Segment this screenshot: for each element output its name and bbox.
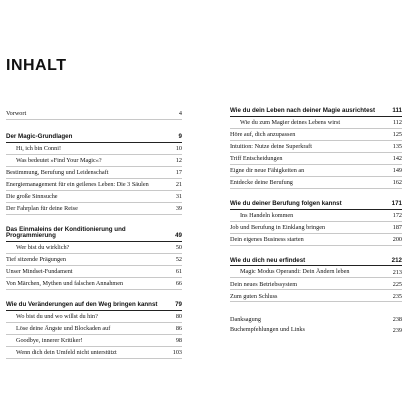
toc-entry-title: Vorwort	[6, 110, 27, 118]
toc-entry[interactable]	[6, 335, 182, 347]
toc-entry-title: Entdecke deine Berufung	[230, 178, 293, 186]
toc-entry[interactable]	[230, 129, 402, 141]
toc-entry-title: Job und Berufung in Einklang bringen	[230, 223, 326, 231]
toc-section-page: 49	[175, 232, 182, 240]
toc-section-title: Das Einmaleins der Konditionierung und Programmierung	[6, 225, 126, 240]
toc-entry-page: 39	[175, 205, 182, 213]
toc-section-heading[interactable]	[230, 108, 402, 117]
toc-entry-page: 213	[392, 268, 402, 276]
toc-entry-page: 200	[392, 235, 402, 243]
toc-entry-page: 66	[175, 280, 182, 288]
toc-entry-page: 10	[175, 145, 182, 153]
toc-left-column	[6, 108, 182, 371]
toc-entry-page: 52	[175, 256, 182, 264]
toc-entry-title: Intuition: Nutze deine Superkraft	[230, 142, 312, 150]
toc-entry-page: 17	[175, 169, 182, 177]
toc-section-title: Wie du deiner Berufung folgen kannst	[230, 199, 342, 207]
toc-section	[6, 302, 182, 359]
toc-entry[interactable]	[6, 254, 182, 266]
toc-entry-title: Dein neues Betriebssystem	[230, 280, 298, 288]
toc-front-matter	[6, 108, 182, 120]
toc-section-title: Wie du dein Leben nach deiner Magie ausrichtest	[230, 107, 376, 114]
toc-entry[interactable]	[230, 290, 402, 302]
toc-entry[interactable]	[6, 191, 182, 203]
toc-entry[interactable]	[6, 143, 182, 155]
toc-entry-title: Danksagung	[230, 316, 261, 324]
toc-entry-title: Dein eigenes Business starten	[230, 235, 304, 243]
toc-entry-page: 225	[392, 280, 402, 288]
toc-entry-page: 31	[175, 193, 182, 201]
toc-entry[interactable]	[6, 347, 182, 359]
toc-section-heading[interactable]	[6, 302, 182, 311]
toc-entry-page: 135	[392, 143, 402, 151]
toc-entry-page: 4	[178, 110, 182, 118]
toc-entry[interactable]	[230, 141, 402, 153]
toc-section-title: Wie du Veränderungen auf den Weg bringen kannst	[6, 300, 158, 308]
toc-entry[interactable]	[6, 167, 182, 179]
toc-entry-title: Unser Mindset-Fundament	[6, 267, 73, 275]
toc-entry-title: Wo bist du und wo willst du hin?	[16, 312, 98, 320]
toc-entry[interactable]	[230, 325, 402, 335]
toc-entry[interactable]	[230, 234, 402, 246]
toc-entry[interactable]	[6, 242, 182, 254]
toc-right-column	[230, 108, 402, 335]
toc-entry[interactable]	[230, 222, 402, 234]
toc-back-matter	[230, 314, 402, 334]
toc-entry-title: Buchempfehlungen und Links	[230, 326, 305, 334]
toc-entry-page: 172	[392, 211, 402, 219]
toc-section	[230, 258, 402, 303]
toc-entry[interactable]	[6, 278, 182, 290]
toc-entry-page: 98	[175, 337, 182, 345]
toc-entry[interactable]	[6, 311, 182, 323]
toc-entry-title: Höre auf, dich anzupassen	[230, 130, 296, 138]
toc-entry-title: Energiemanagement für ein geilenes Leben: Die 3 Säulen	[6, 180, 149, 188]
toc-entry-title: Ins Handeln kommen	[240, 211, 294, 219]
toc-entry[interactable]	[6, 203, 182, 215]
toc-entry-title: Von Märchen, Mythen und falschen Annahmen	[6, 280, 124, 288]
toc-entry-page: 142	[392, 155, 402, 163]
toc-entry[interactable]	[230, 314, 402, 324]
toc-entry-page: 12	[175, 157, 182, 165]
toc-section-title: Wie du dich neu erfindest	[230, 256, 306, 264]
toc-section-page: 171	[391, 199, 402, 207]
toc-entry-title: Zum guten Schluss	[230, 292, 278, 300]
toc-entry-title: Magic Modus Operandi: Dein Ändern leben	[240, 268, 350, 276]
toc-section-heading[interactable]	[230, 201, 402, 210]
toc-section-heading[interactable]	[6, 134, 182, 143]
toc-section-page: 111	[392, 107, 402, 114]
toc-entry-page: 187	[392, 223, 402, 231]
toc-entry[interactable]	[6, 266, 182, 278]
toc-entry-page: 112	[392, 119, 402, 127]
toc-entry-title: Goodbye, innerer Kritiker!	[16, 336, 83, 344]
toc-entry-title: Was bedeutet »Find Your Magic«?	[16, 156, 102, 164]
toc-entry-page: 86	[175, 325, 182, 333]
toc-entry-page: 61	[175, 268, 182, 276]
toc-entry-page: 238	[392, 316, 402, 324]
toc-entry-title: Wie du zum Magier deines Lebens wirst	[240, 118, 341, 126]
toc-entry-page: 239	[392, 326, 402, 334]
toc-entry[interactable]	[230, 117, 402, 129]
toc-entry[interactable]	[230, 165, 402, 177]
toc-entry-title: Die große Sinnsuche	[6, 192, 58, 200]
toc-section	[230, 201, 402, 246]
toc-entry[interactable]	[230, 210, 402, 222]
toc-entry-page: 149	[392, 167, 402, 175]
toc-entry-page: 50	[175, 244, 182, 252]
toc-entry-title: Wenn dich dein Umfeld nicht unterstützt	[16, 348, 117, 356]
toc-entry-title: Bestimmung, Berufung und Leidenschaft	[6, 168, 109, 176]
toc-entry[interactable]	[6, 179, 182, 191]
toc-entry-title: Hi, ich bin Conni!	[16, 144, 62, 152]
toc-entry[interactable]	[230, 177, 402, 189]
toc-entry-title: Eigne dir neue Fähigkeiten an	[230, 166, 305, 174]
toc-section-page: 9	[178, 133, 182, 141]
toc-section-page: 79	[175, 300, 182, 308]
toc-section-heading[interactable]	[230, 258, 402, 267]
toc-section-title: Der Magic-Grundlagen	[6, 133, 73, 141]
toc-entry-title: Triff Entscheidungen	[230, 154, 283, 162]
toc-entry[interactable]	[6, 155, 182, 167]
page-title: INHALT	[6, 57, 67, 74]
toc-section-page: 212	[391, 256, 402, 264]
toc-entry-page: 125	[392, 131, 402, 139]
toc-section	[230, 108, 402, 189]
toc-section	[6, 227, 182, 290]
toc-entry-page: 21	[175, 181, 182, 189]
toc-entry[interactable]	[230, 266, 402, 278]
toc-entry-page: 103	[172, 349, 182, 357]
toc-entry-page: 162	[392, 179, 402, 187]
toc-entry[interactable]	[6, 108, 182, 120]
toc-entry-title: Löse deine Ängste und Blockaden auf	[16, 324, 111, 332]
toc-entry-title: Tief sitzende Prägungen	[6, 255, 66, 263]
toc-entry-page: 80	[175, 312, 182, 320]
toc-entry[interactable]	[230, 153, 402, 165]
toc-entry[interactable]	[6, 323, 182, 335]
toc-entry-page: 235	[392, 292, 402, 300]
toc-entry-title: Wer bist du wirklich?	[16, 243, 70, 251]
toc-entry-title: Der Fahrplan für deine Reise	[6, 204, 78, 212]
toc-entry[interactable]	[230, 278, 402, 290]
toc-section-heading[interactable]	[6, 227, 182, 242]
toc-section	[6, 134, 182, 215]
